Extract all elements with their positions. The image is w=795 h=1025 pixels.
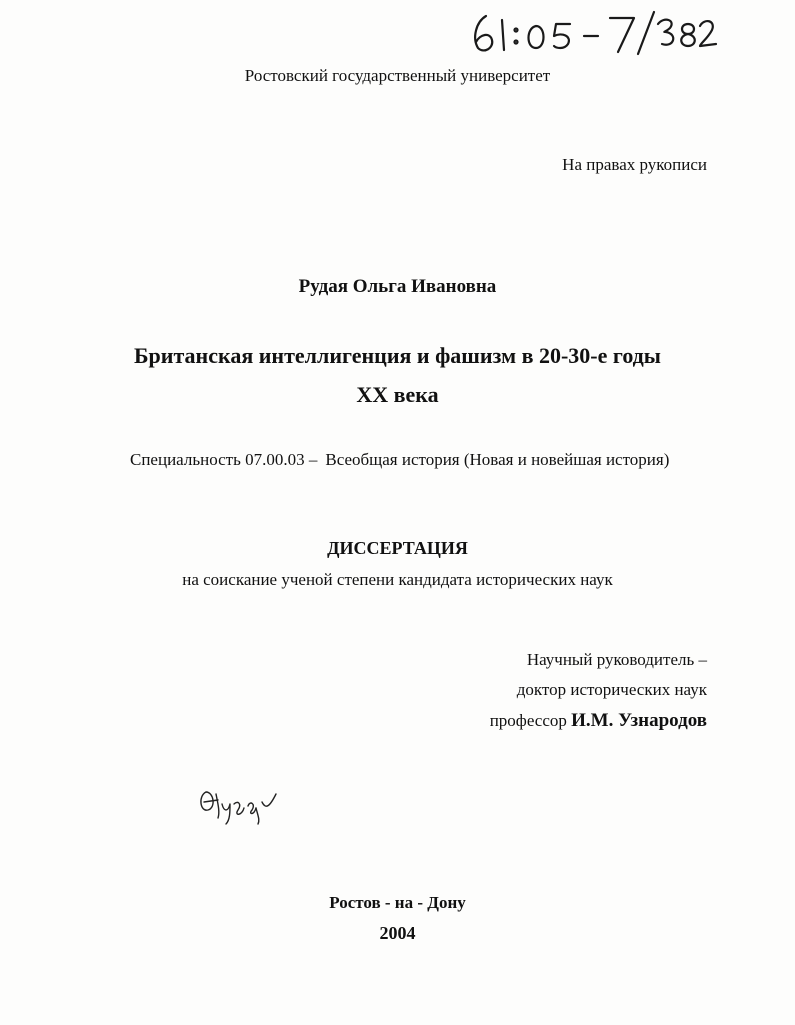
- specialty-line: [130, 450, 669, 470]
- supervisor-title: профессор: [489, 711, 567, 730]
- author-name: Рудая Ольга Ивановна: [298, 276, 497, 297]
- dissertation-title-line-2: XX века: [356, 382, 439, 407]
- university-name: Ростовский государственный университет: [244, 66, 551, 85]
- supervisor-role: Научный руководитель –: [526, 650, 707, 669]
- supervisor-name: И.М. Узнародов: [571, 710, 707, 731]
- dissertation-title-line-1: Британская интеллигенция и фашизм в 20-30-е годы: [134, 343, 661, 368]
- specialty-label: Специальность 07.00.03 –: [130, 450, 318, 469]
- supervisor-title-name: [490, 710, 707, 732]
- city: Ростов - на - Дону: [329, 893, 466, 912]
- document-type: ДИССЕРТАЦИЯ: [327, 538, 468, 558]
- year: 2004: [379, 923, 416, 943]
- author-signature: [196, 782, 280, 826]
- supervisor-degree: доктор исторических наук: [516, 680, 707, 699]
- specialty-value: Всеобщая история (Новая и новейшая история): [325, 450, 670, 469]
- rights-note: На правах рукописи: [562, 155, 707, 174]
- archive-code-handwritten: [468, 8, 718, 58]
- degree-line: на соискание ученой степени кандидата исторических наук: [182, 570, 613, 589]
